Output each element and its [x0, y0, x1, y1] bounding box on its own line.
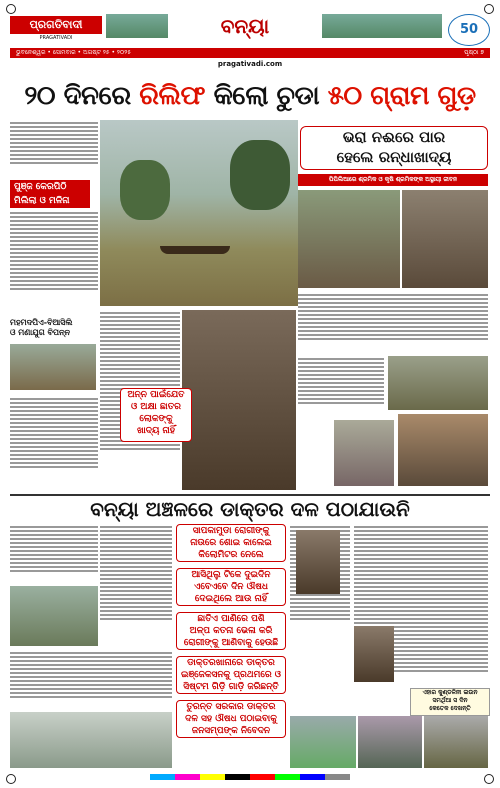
subhead-line: ଓ ମଣାଯୁଗ ବିପନ୍ନ	[10, 328, 71, 337]
subhead-line: ମହମଦପିଏ-ବିଆସିଲି	[10, 318, 73, 327]
registration-mark	[484, 774, 494, 784]
quote-line: ସିଷ୍ଟମ ଗିଡ଼ି ଗାଡ଼ି ଜରିଛନ୍ତି	[183, 682, 279, 692]
headline-part: ରିଲିଫ	[139, 81, 206, 111]
caption-box	[410, 688, 490, 716]
quote-line: ଏବେଏବେ ଦିନ ଔଷଧ	[194, 582, 268, 592]
people-photo	[10, 344, 96, 390]
kitchen-photo	[398, 414, 488, 486]
headline-part: କିଲୋ ଚୁଡା	[205, 81, 328, 111]
article-body	[354, 524, 488, 714]
main-headline	[10, 74, 490, 118]
anniversary-emblem: 50	[448, 14, 490, 46]
quote-line: ଦେଇଥିଲେ ଆଉ ନାହିଁ	[194, 594, 268, 604]
article-body	[10, 650, 172, 710]
article-body	[298, 356, 384, 416]
dateline: ଭୁବନେଶ୍ୱର • ସୋମବାର • ଅଗଷ୍ଟ ୨୫ • ୨୦୨୫	[16, 49, 131, 56]
quote-line: ଡାକ୍ତରଖାନାରେ ଡାକ୍ତର	[187, 658, 275, 668]
quote-line: କିଲୋମିଟର ନେଲେ	[198, 550, 264, 560]
pull-quote	[120, 388, 192, 442]
villagers-photo	[298, 190, 400, 288]
headline-part: ୫୦ ଗ୍ରାମ ଗୁଡ଼	[327, 81, 476, 111]
quote-line: ତୁରନ୍ତ ସରକାର ଡାକ୍ତର	[186, 702, 276, 712]
article-body	[10, 524, 98, 584]
section-title: ବନ୍ୟା	[220, 14, 270, 38]
website: pragativadi.com	[217, 60, 283, 68]
story-headline-box	[300, 126, 488, 170]
flood-people-photo	[388, 356, 488, 410]
brand-subtitle: PRAGATIVADI	[39, 35, 73, 41]
caption-line: କେତେକ ଦେଖନ୍ତି	[429, 705, 471, 712]
quote-line: ରୋଗୀଙ୍କୁ ଆଣିବାକୁ ହେଉଛି	[183, 638, 279, 648]
quote-stack	[176, 524, 286, 738]
article-body	[298, 292, 488, 352]
tree-shape	[230, 140, 290, 210]
story-strap: ପିପିଲିଆରେ ଶ୍ରମିକ ଓ କୃଷି ଶ୍ରମିକଙ୍କ ଅସ୍ଥାୟୀ ଜୀବନ	[298, 174, 488, 186]
pull-quote-line: ଖାଦ୍ୟ ନାହିଁ	[136, 426, 176, 436]
article-body	[100, 524, 172, 644]
quote-line: ଆସିଥିଲୁ ଟିକେ ଦୁଇଦିନ	[191, 570, 271, 580]
tree-shape	[120, 160, 170, 220]
quote-box	[176, 568, 286, 606]
relief-photo	[424, 716, 488, 768]
color-calibration-bar	[150, 774, 350, 780]
sidebar-label	[10, 180, 90, 208]
brand-logo: ପ୍ରଗତିବାଦୀ	[10, 16, 102, 34]
portrait-photo	[354, 626, 394, 682]
article-body	[10, 396, 98, 488]
story-headline-line: ଭରା ନଈରେ ପାର	[342, 128, 446, 146]
relief-photo	[290, 716, 356, 768]
river-photo	[10, 712, 172, 768]
registration-mark	[484, 4, 494, 14]
quote-box	[176, 524, 286, 562]
masthead-photo	[322, 14, 442, 38]
pull-quote-line: ଲୋକଙ୍କୁ	[139, 414, 173, 424]
quote-box	[176, 700, 286, 738]
portrait-photo	[296, 530, 340, 594]
quote-line: ସାପକାମୁଡା ରୋଗୀଙ୍କୁ	[192, 526, 270, 536]
sidebar-subhead	[10, 318, 100, 338]
boat-shape	[160, 246, 230, 254]
registration-mark	[6, 774, 16, 784]
caption-line: ଏହାର କୁଣ୍ଡଳିନୀ ଇଉନ	[422, 689, 478, 696]
registration-mark	[6, 4, 16, 14]
sidebar-label-line: ପୁଞ୍ଜ କେରପିଠି	[10, 180, 90, 194]
caption-line: ସମର୍ଥିଆ ସ ଦିନ	[432, 697, 468, 704]
page-number: ପୃଷ୍ଠା ୭	[464, 49, 484, 56]
quote-box	[176, 612, 286, 650]
utensils-photo	[334, 420, 394, 486]
pull-quote-line: ଅନ୍ନ ପାଇଁଯେତ	[127, 390, 185, 400]
pull-quote-line: ଓ ଅକ୍ଷା ଛାତର	[131, 402, 181, 412]
article-body	[10, 120, 98, 176]
article-body	[10, 210, 98, 310]
hut-photo	[182, 310, 296, 490]
section-headline: ବନ୍ୟା ଅଞ୍ଚଳରେ ଡାକ୍ତର ଦଳ ପଠାଯାଉନି	[10, 494, 490, 522]
headline-part: ୨୦ ଦିନରେ	[24, 81, 140, 111]
house-photo	[402, 190, 488, 288]
masthead	[10, 14, 490, 70]
rescue-photo	[10, 586, 98, 646]
quote-box	[176, 656, 286, 694]
quote-line: ଦଳ ସହ ଔଷଧ ପଠାଇବାକୁ	[185, 714, 277, 724]
masthead-photo	[106, 14, 168, 38]
sidebar-label-line: ମିଲିଲା ଓ ମଳିନା	[10, 194, 90, 208]
story-headline-line: ହେଲେ ରନ୍ଧାଖାଦ୍ୟ	[336, 148, 452, 166]
quote-line: ଜନସମ୍ପଙ୍କ ନିବେଦନ	[191, 726, 271, 736]
flood-photo	[100, 120, 298, 306]
quote-line: ଅଳ୍ପ କତନା ଭେଳା କରି	[189, 626, 273, 636]
relief-photo	[358, 716, 422, 768]
quote-line: ନାଉରେ ଶୋଇ କାଲେଇ	[190, 538, 272, 548]
quote-line: ଇଞ୍ଜେକସନକୁ ପ୍ରଥମରେ ଓ	[180, 670, 282, 680]
dateline-bar	[10, 48, 490, 58]
quote-line: ଛାତିଏ ପାଣିରେ ପଶି	[197, 614, 265, 624]
